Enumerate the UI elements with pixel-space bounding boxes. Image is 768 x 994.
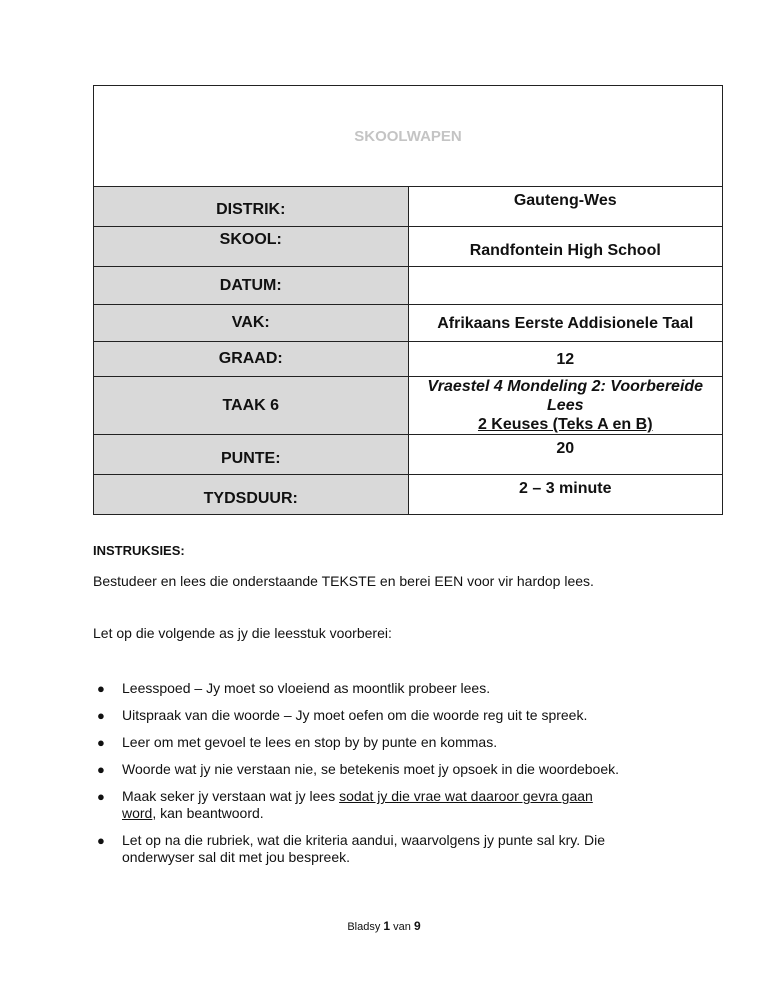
bullet-icon: ● xyxy=(97,789,105,804)
value-datum xyxy=(408,267,723,305)
value-distrik: Gauteng-Wes xyxy=(408,187,723,227)
page-number: Bladsy 1 van 9 xyxy=(347,919,421,933)
label-tydsduur: TYDSDUUR: xyxy=(94,475,409,515)
school-info-table xyxy=(93,85,723,515)
bullet-icon: ● xyxy=(97,735,105,750)
list-item: ● Let op na die rubriek, wat die kriteria aandui, waarvolgens jy punte sal kry. Die onderwyser sal dit met jou bespreek. xyxy=(97,832,605,865)
taak-title: Vraestel 4 Mondeling 2: Voorbereide Lees xyxy=(427,378,704,414)
value-graad: 12 xyxy=(408,342,723,377)
instructions-list xyxy=(97,680,697,866)
value-taak xyxy=(408,377,723,435)
instructions-heading: INSTRUKSIES: xyxy=(93,543,185,558)
label-skool: SKOOL: xyxy=(94,227,409,267)
label-distrik: DISTRIK: xyxy=(94,187,409,227)
label-graad: GRAAD: xyxy=(94,342,409,377)
value-punte: 20 xyxy=(408,435,723,475)
list-item: ● Uitspraak van die woorde – Jy moet oefen om die woorde reg uit te spreek. xyxy=(97,707,588,723)
label-datum: DATUM: xyxy=(94,267,409,305)
bullet-icon: ● xyxy=(97,762,105,777)
list-item: ● Maak seker jy verstaan wat jy lees sodat jy die vrae wat daaroor gevra gaan word, kan beantwoord. xyxy=(97,788,593,821)
label-taak: TAAK 6 xyxy=(94,377,409,435)
list-item: ● Leesspoed – Jy moet so vloeiend as moontlik probeer lees. xyxy=(97,680,491,696)
bullet-icon: ● xyxy=(97,833,105,848)
instructions-paragraph: Bestudeer en lees die onderstaande TEKSTE en berei EEN voor vir hardop lees. xyxy=(93,573,594,589)
taak-choices: 2 Keuses (Teks A en B) xyxy=(477,416,653,433)
value-vak: Afrikaans Eerste Addisionele Taal xyxy=(408,305,723,342)
bullet-icon: ● xyxy=(97,681,105,696)
list-item: ● Woorde wat jy nie verstaan nie, se betekenis moet jy opsoek in die woordeboek. xyxy=(97,761,620,777)
bullet-icon: ● xyxy=(97,708,105,723)
crest-placeholder: SKOOLWAPEN xyxy=(94,86,723,187)
label-vak: VAK: xyxy=(94,305,409,342)
value-tydsduur: 2 – 3 minute xyxy=(408,475,723,515)
instructions-note: Let op die volgende as jy die leesstuk voorberei: xyxy=(93,625,392,641)
value-skool: Randfontein High School xyxy=(408,227,723,267)
label-punte: PUNTE: xyxy=(94,435,409,475)
list-item: ● Leer om met gevoel te lees en stop by by punte en kommas. xyxy=(97,734,498,750)
